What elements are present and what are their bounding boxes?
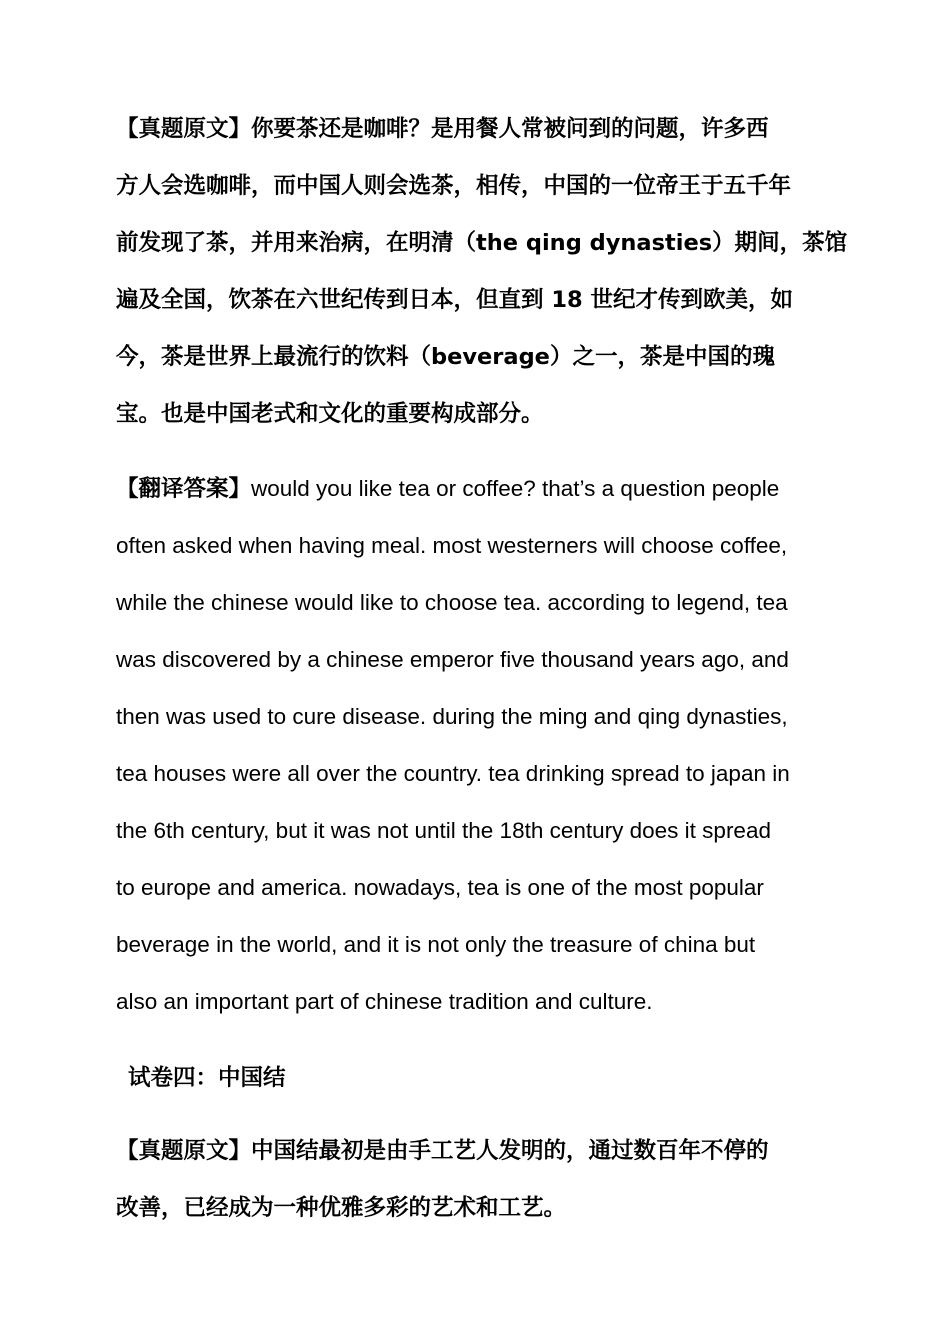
original-text-line-3: 前发现了茶，并用来治病，在明清（the qing dynasties）期间，茶馆	[116, 230, 848, 256]
original-text-2: 中国结最初是由手工艺人发明的，通过数百年不停的	[251, 1138, 769, 1164]
original-text-2-line-1	[116, 1136, 769, 1166]
translation-line-4: was discovered by a chinese emperor five thousand years ago, and	[116, 647, 789, 672]
translation-line-5: then was used to cure disease. during the ming and qing dynasties,	[116, 704, 788, 729]
translation-line-7: the 6th century, but it was not until the 18th century does it spread	[116, 818, 771, 843]
original-text-2-line-2: 改善，已经成为一种优雅多彩的艺术和工艺。	[116, 1195, 567, 1221]
original-text-line-4: 遍及全国，饮茶在六世纪传到日本，但直到 18 世纪才传到欧美，如	[116, 287, 793, 313]
original-text: 你要茶还是咖啡？是用餐人常被问到的问题，许多西	[251, 116, 769, 142]
translation-line-10: also an important part of chinese tradition and culture.	[116, 989, 653, 1014]
original-text-line-6: 宝。也是中国老式和文化的重要构成部分。	[116, 401, 544, 427]
translation-line-1	[116, 474, 779, 504]
translation-text: would you like tea or coffee? that’s a question people	[251, 476, 780, 501]
translation-line-6: tea houses were all over the country. tea drinking spread to japan in	[116, 761, 790, 786]
original-text-line-5: 今，茶是世界上最流行的饮料（beverage）之一，茶是中国的瑰	[116, 344, 775, 370]
translation-line-3: while the chinese would like to choose tea. according to legend, tea	[116, 590, 788, 615]
translation-line-9: beverage in the world, and it is not only the treasure of china but	[116, 932, 756, 957]
original-text-line-2: 方人会选咖啡，而中国人则会选茶，相传，中国的一位帝王于五千年	[116, 173, 792, 199]
translation-line-2: often asked when having meal. most westerners will choose coffee,	[116, 533, 788, 558]
translation-line-8: to europe and america. nowadays, tea is one of the most popular	[116, 875, 764, 900]
original-label-2: 【真题原文】	[116, 1138, 252, 1164]
translation-label: 【翻译答案】	[116, 476, 252, 502]
original-label: 【真题原文】	[116, 116, 252, 142]
original-text-line-1	[116, 114, 769, 144]
section-heading: 试卷四：中国结	[128, 1065, 286, 1091]
